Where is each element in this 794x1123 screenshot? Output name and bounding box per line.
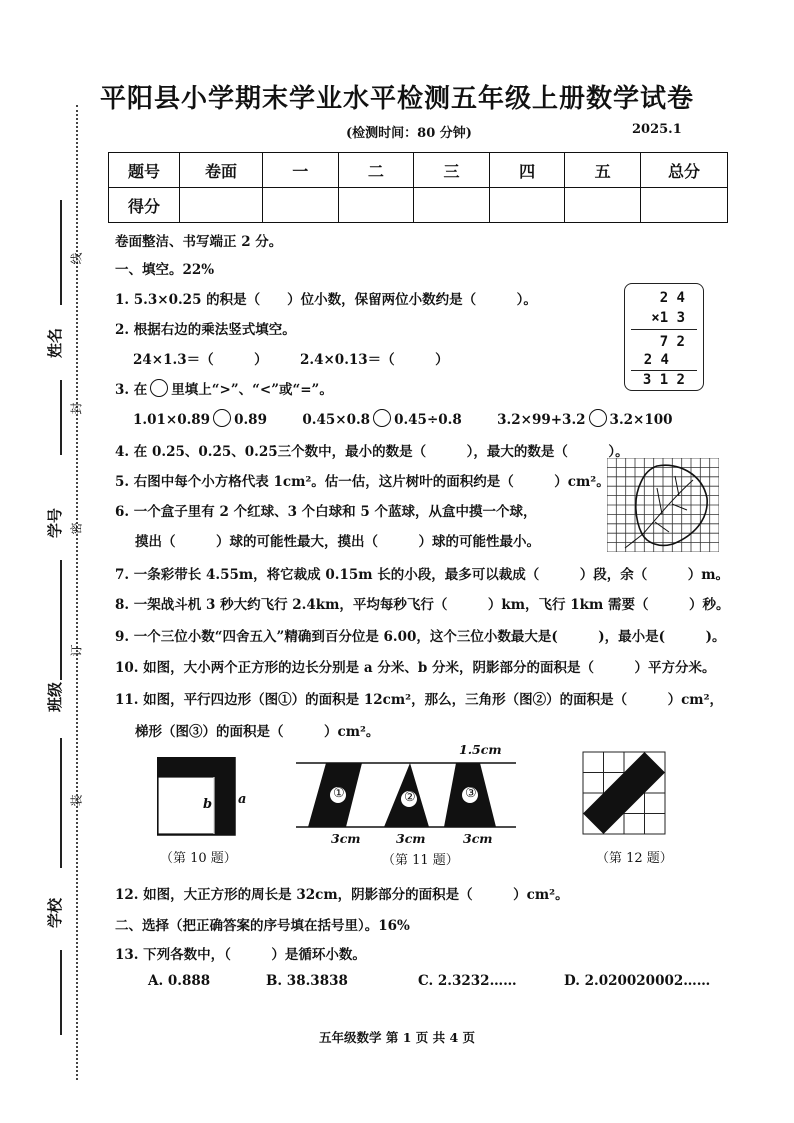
compare-left: 1.01×0.89 xyxy=(133,412,211,428)
question-7: 7. 一条彩带长 4.55m，将它裁成 0.15m 长的小段，最多可以裁成（ ）段，余（ ）m。 xyxy=(115,567,730,583)
seal-char: 线 xyxy=(69,252,84,265)
score-row-label: 得分 xyxy=(109,188,180,223)
compare-circle[interactable] xyxy=(589,409,607,427)
question-3-items xyxy=(133,409,673,428)
mult-row: 2 4 xyxy=(643,352,669,368)
bottom-length-label: 3cm xyxy=(396,831,426,846)
figure-11-caption: （第 11 题） xyxy=(382,853,459,868)
name-blank-line-lower xyxy=(60,380,62,455)
mult-row: ×1 3 xyxy=(651,310,685,326)
section-2-heading: 二、选择（把正确答案的序号填在括号里）。16% xyxy=(115,918,410,934)
compare-circle[interactable] xyxy=(373,409,391,427)
page-footer: 五年级数学 第 1 页 共 4 页 xyxy=(318,1030,475,1045)
class-label: 班级 xyxy=(46,681,64,712)
multiplication-vertical xyxy=(624,283,704,391)
student-id-blank-line xyxy=(60,560,62,680)
score-cell[interactable] xyxy=(489,188,565,223)
question-11-line-2: 梯形（图③）的面积是（ ）cm²。 xyxy=(135,724,380,740)
score-cell[interactable] xyxy=(641,188,728,223)
figure-10-caption: （第 10 题） xyxy=(160,851,237,866)
mark-2: ② xyxy=(404,790,416,805)
leaf-grid-figure xyxy=(607,458,719,552)
option-c[interactable]: C. 2.3232…… xyxy=(418,973,517,989)
label-a: a xyxy=(238,792,247,807)
question-3-tail: 里填上“>”、“<”或“=”。 xyxy=(171,382,333,398)
label-b: b xyxy=(203,797,213,812)
figure-12-grid xyxy=(582,751,666,835)
circle-blank-icon xyxy=(150,379,168,397)
question-5: 5. 右图中每个小方格代表 1cm²。估一估，这片树叶的面积约是（ ）cm²。 xyxy=(115,474,610,490)
question-2-part-b: 2.4×0.13＝（ ） xyxy=(300,352,449,368)
figure-10-squares xyxy=(157,757,237,837)
score-cell[interactable] xyxy=(180,188,263,223)
compare-left: 3.2×99+3.2 xyxy=(497,412,586,428)
question-13: 13. 下列各数中，（ ）是循环小数。 xyxy=(115,947,366,963)
score-cell[interactable] xyxy=(414,188,490,223)
score-header-cell: 题号 xyxy=(109,153,180,188)
option-b[interactable]: B. 38.3838 xyxy=(266,973,348,989)
student-id-label: 学号 xyxy=(46,507,64,538)
seal-char: 密 xyxy=(69,522,84,535)
question-4: 4. 在 0.25、0.2̇5、0.25̇三个数中，最小的数是（ ），最大的数是（ ）。 xyxy=(115,444,629,460)
exam-title: 平阳县小学期末学业水平检测五年级上册数学试卷 xyxy=(99,84,694,114)
compare-right: 0.89 xyxy=(234,412,267,428)
seal-char: 装 xyxy=(69,794,84,807)
question-2-part-a: 24×1.3＝（ ） xyxy=(133,352,268,368)
option-a[interactable]: A. 0.888 xyxy=(148,973,211,989)
question-10: 10. 如图，大小两个正方形的边长分别是 a 分米、b 分米，阴影部分的面积是（ ）平方分米。 xyxy=(115,660,716,676)
bottom-length-label: 3cm xyxy=(331,831,361,846)
question-11-line-1: 11. 如图，平行四边形（图①）的面积是 12cm²，那么，三角形（图②）的面积是（ ）cm²， xyxy=(115,692,724,708)
mult-divider xyxy=(631,329,697,330)
compare-left: 0.45×0.8 xyxy=(302,412,371,428)
score-header-cell: 卷面 xyxy=(180,153,263,188)
score-table-score-row xyxy=(109,188,728,223)
mult-row: 7 2 xyxy=(659,334,685,350)
question-6-line-2: 摸出（ ）球的可能性最大，摸出（ ）球的可能性最小。 xyxy=(135,534,540,550)
question-1: 1. 5.3×0.25 的积是（ ）位小数，保留两位小数约是（ ）。 xyxy=(115,292,537,308)
section-1-heading: 一、填空。22% xyxy=(115,262,215,278)
exam-duration: (检测时间：80 分钟) xyxy=(346,126,472,141)
question-6-line-1: 6. 一个盒子里有 2 个红球、3 个白球和 5 个蓝球，从盒中摸一个球， xyxy=(115,504,537,520)
score-cell[interactable] xyxy=(338,188,414,223)
option-d[interactable]: D. 2.020020002…… xyxy=(564,973,711,989)
compare-right: 0.45÷0.8 xyxy=(394,412,462,428)
score-header-cell: 四 xyxy=(489,153,565,188)
mult-divider xyxy=(631,370,697,371)
score-table xyxy=(108,152,728,223)
question-2: 2. 根据右边的乘法竖式填空。 xyxy=(115,322,296,338)
top-length-label: 1.5cm xyxy=(459,742,502,757)
binding-dotted-line xyxy=(76,105,78,1080)
question-3-lead: 3. 在 xyxy=(115,382,148,398)
name-blank-line xyxy=(60,200,62,305)
mult-row: 3 1 2 xyxy=(642,372,685,388)
school-label: 学校 xyxy=(46,897,64,928)
score-cell[interactable] xyxy=(565,188,641,223)
exam-date: 2025.1 xyxy=(632,122,682,137)
figure-12-caption: （第 12 题） xyxy=(596,851,673,866)
question-3 xyxy=(115,378,333,398)
name-label: 姓名 xyxy=(46,327,64,358)
neatness-note: 卷面整洁、书写端正 2 分。 xyxy=(115,234,283,250)
score-table-header-row xyxy=(109,153,728,188)
compare-right: 3.2×100 xyxy=(609,412,673,428)
score-header-cell: 总分 xyxy=(641,153,728,188)
question-8: 8. 一架战斗机 3 秒大约飞行 2.4km，平均每秒飞行（ ）km，飞行 1km 需要（ ）秒。 xyxy=(115,597,730,613)
school-blank-line xyxy=(60,950,62,1035)
score-header-cell: 一 xyxy=(263,153,339,188)
seal-char: 订 xyxy=(69,644,84,657)
bottom-length-label: 3cm xyxy=(463,831,493,846)
mark-1: ① xyxy=(333,786,345,801)
score-header-cell: 五 xyxy=(565,153,641,188)
score-header-cell: 三 xyxy=(414,153,490,188)
question-12: 12. 如图，大正方形的周长是 32cm，阴影部分的面积是（ ）cm²。 xyxy=(115,887,569,903)
mult-row: 2 4 xyxy=(659,290,685,306)
score-header-cell: 二 xyxy=(338,153,414,188)
question-9: 9. 一个三位小数“四舍五入”精确到百分位是 6.00，这个三位小数最大是( )，最小是( )。 xyxy=(115,629,726,645)
compare-circle[interactable] xyxy=(213,409,231,427)
mark-3: ③ xyxy=(465,786,477,801)
seal-char: 封 xyxy=(69,402,84,415)
score-cell[interactable] xyxy=(263,188,339,223)
class-blank-line xyxy=(60,738,62,868)
